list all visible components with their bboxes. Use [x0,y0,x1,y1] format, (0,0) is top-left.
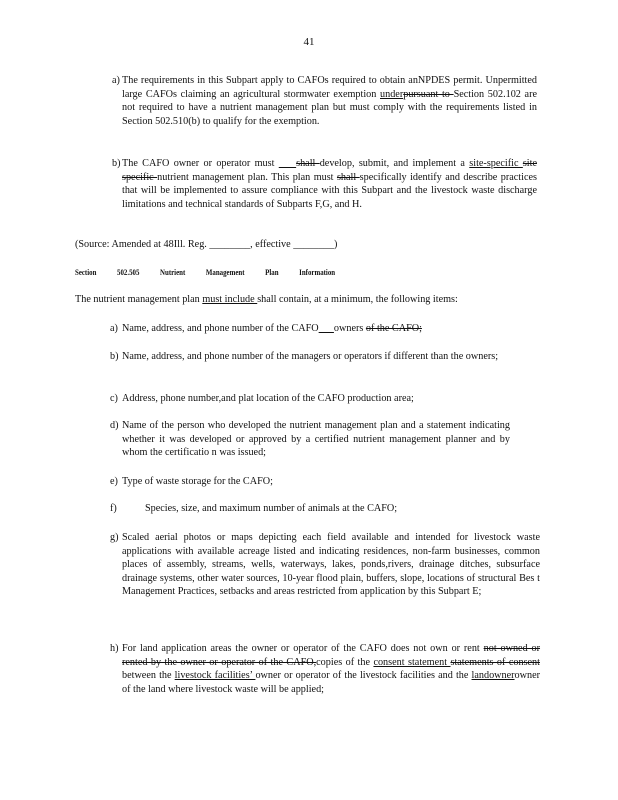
list-item-text [122,475,510,489]
text-run: PDES permit. Unpermitted large CAFOs claiming an agricultural stormwater exemption [122,75,537,100]
text-run: The nutrient management plan [75,294,203,305]
paragraph-b-text [122,157,537,211]
text-run: The CAFO owner or operator must [122,158,279,169]
list-item-text [122,419,510,460]
text-run: Type of waste storage for the CAFO; [122,476,273,487]
text-run: Species, size, and maximum number of animals at the CAFO; [145,503,398,514]
list-item-marker: f) [110,503,117,514]
section-heading-word: Nutrient [160,268,186,277]
text-run: Name of the person who developed the nutrient management plan and a statement indicating whether it was developed or approved by a certified nutrient management planner and by whom the certificatio n was issued; [122,420,510,459]
text-run: shall contain, at a minimum, the following items: [257,294,458,305]
list-item-d [110,419,510,460]
list-item-c [110,392,510,406]
text-run: (Source: Amended at 48Ill. Reg. [75,239,210,250]
text-run: ) [333,239,338,250]
deleted-text: shall [336,171,360,183]
text-run: The requirements in this Subpart apply to CAFOs required to obtain an [122,75,418,86]
text-run: copies of the [316,656,374,668]
list-item-text [122,350,506,364]
section-heading-word: Plan [265,268,279,277]
page-number: 41 [303,36,315,48]
list-item-marker: c) [110,393,118,404]
inserted-text [319,323,334,334]
text-run: ________ [209,239,251,250]
list-item-marker: a) [110,323,118,334]
intro-paragraph [75,293,535,307]
text-run: N [417,75,426,86]
paragraph-b-marker: b) [112,158,121,169]
list-item-marker: h) [110,643,119,654]
text-run: nutrient management plan. This plan must [157,171,337,183]
section-heading-word: Information [299,268,336,277]
list-item-text [122,642,540,696]
text-run: Address, phone number,and plat location of the CAFO production area; [122,393,414,404]
inserted-text: under [380,88,404,100]
deleted-text: not owned or rented by the owner or operator of the CAFO, [122,643,541,668]
paragraph-b [112,157,537,211]
list-item-marker: d) [110,420,119,431]
section-heading-word: Section [75,268,97,277]
text-run: Name, address, and phone number of the managers or operators if different than the owners; [122,351,499,362]
text-run: Scaled aerial photos or maps depicting each field available and intended for livestock waste applications with available acreage listed and indicating residences, non-farm businesses, common places of assembly, streams, wells, waterways, lakes, ponds,rivers, drainage ditches, subsurface drainage systems, other water sources, 10-year flood plain, buffers, slope, locations of structural Bes t Management Practices, setbacks and areas restricted from application by this Subpart E; [122,532,540,598]
list-item-g [110,531,540,599]
inserted-text: landowner [471,670,515,682]
list-item-h [110,642,540,696]
paragraph-a-text [122,74,537,128]
inserted-text: site-specific [469,158,523,169]
list-item-marker: g) [110,532,119,543]
list-item-text [122,531,540,599]
text-run: develop, submit, and implement a [319,158,470,169]
deleted-text: statements of consent [450,656,540,668]
section-heading-number: 502.505 [117,268,140,277]
deleted-text: site specific [122,158,537,183]
deleted-text: shall [296,158,320,169]
inserted-text [279,158,296,169]
list-item-marker: b) [110,351,119,362]
paragraph-a-marker: a) [112,75,120,86]
list-item-e [110,475,510,489]
paragraph-a [112,74,537,128]
list-item-text [122,322,510,336]
list-item-marker: e) [110,476,118,487]
section-heading-word: Management [205,268,245,277]
text-run: owner or operator of the livestock facilities and the [255,670,472,682]
inserted-text: consent statement [373,656,451,668]
list-item-b [110,350,506,364]
list-item-a [110,322,510,336]
list-item-f [110,502,510,516]
list-item-text [145,502,510,516]
text-run: specifically identify and describe practices that will be implemented to assure compliance with this Subpart and the livestock waste discharge limitations and technical standards of Subparts F,G, and H. [122,171,537,210]
section-heading [75,266,419,280]
text-run: owner of the land where livestock waste will be applied; [122,670,541,695]
list-item-text [122,392,510,406]
text-run: between the [122,670,175,682]
text-run: owners [333,323,366,334]
deleted-text: of the CAFO; [365,323,422,334]
inserted-text: must include [202,294,258,305]
inserted-text: livestock facilities’ [174,670,256,682]
text-run: For land application areas the owner or operator of the CAFO does not own or rent [122,643,484,654]
text-run: Section 502.102 are not required to have a nutrient management plan but must comply with the requirements listed in Section 502.510(b) to qualify for the exemption. [122,88,537,127]
text-run: Name, address, and phone number of the CAFO [122,323,319,334]
source-note [75,238,495,252]
deleted-text: pursuant to [403,88,454,100]
text-run: , effective [250,239,294,250]
text-run: ________ [293,239,334,250]
